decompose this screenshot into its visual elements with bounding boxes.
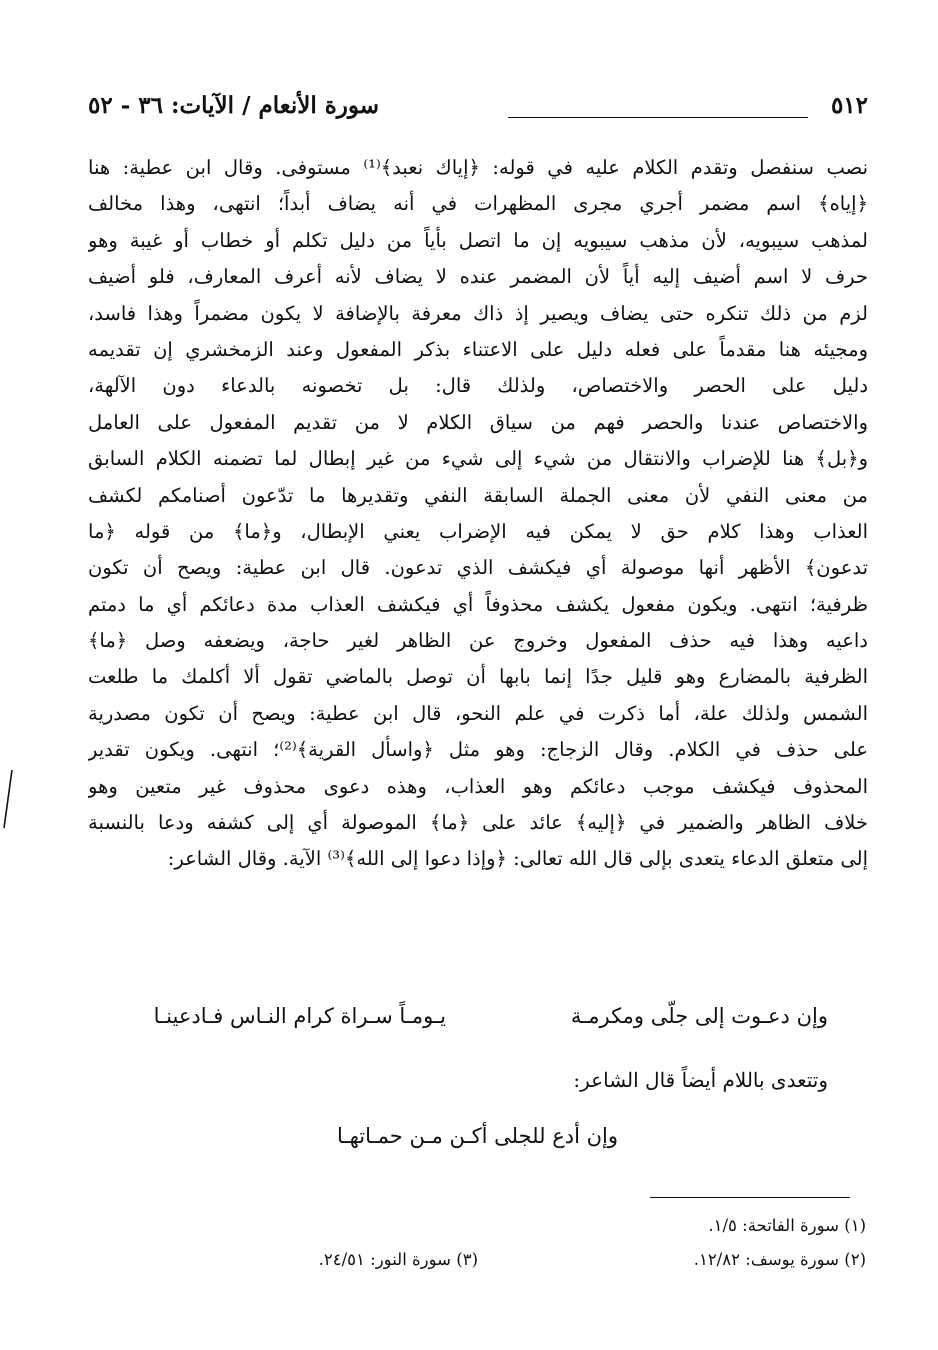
body-line: من معنى النفي لأن معنى الجملة السابقة النفي وتقديرها ما تدّعون أصنامكم لكشف <box>88 483 868 507</box>
verse-hemistich-second: يـومـاً سـراة كرام النـاس فـادعينـا <box>153 1004 446 1028</box>
verse-hemistich-first: وإن دعـوت إلى جلّى ومكرمـة <box>570 1004 828 1028</box>
footnote-3: (٣) سورة النور: ٢٤/٥١. <box>318 1250 478 1269</box>
body-line: والاختصاص عندنا والحصر فهم من سياق الكلام لا من تقديم المفعول على العامل <box>88 410 868 434</box>
body-line: و﴿بل﴾ هنا للإضراب والانتقال من شيء إلى شيء من غير إبطال لما تضمنه الكلام السابق <box>88 447 868 471</box>
body-line: الظرفية بالمضارع وهو قليل جدًا إنما بابها أن توصل بالماضي تقول ألا أكلمك ما طلعت <box>88 665 868 689</box>
body-line: الشمس ولذلك علة، أما ذكرت في علم النحو، قال ابن عطية: ويصح أن تكون مصدرية <box>88 701 868 725</box>
body-line: لمذهب سيبويه، لأن مذهب سيبويه إن ما اتصل بأياً من دليل تكلم أو خطاب أو غيبة وهو <box>88 228 868 252</box>
body-text <box>88 150 868 878</box>
verse-second: وإن أدع للجلى أكـن مـن حمـاتهـا <box>337 1124 618 1148</box>
body-line: داعيه وهذا فيه حذف المفعول وخروج عن الظاهر لغير حاجة، ويضعفه وصل ﴿ما﴾ <box>88 629 868 653</box>
body-line: ظرفية؛ انتهى. ويكون مفعول يكشف محذوفاً أي فيكشف العذاب مدة دعائكم أي ما دمتم <box>88 592 868 616</box>
footnote-2: (٢) سورة يوسف: ١٢/٨٢. <box>693 1250 866 1269</box>
body-line: لزم من ذلك تنكره حتى يضاف ويصير إذ ذاك معرفة بالإضافة لا يكون مضمراً وهذا فاسد، <box>88 301 868 325</box>
body-line: حرف لا اسم أضيف إليه أياً لأن المضمر عنده لا يضاف لأنه أعرف المعارف، فلو أضيف <box>88 265 868 289</box>
margin-pen-mark <box>2 768 14 830</box>
body-line: دليل على الحصر والاختصاص، ولذلك قال: بل تخصونه بالدعاء دون الآلهة، <box>88 374 868 398</box>
page-number: ٥١٢ <box>830 92 868 119</box>
body-line: نصب سنفصل وتقدم الكلام عليه في قوله: ﴿إياك نعبد﴾⁽¹⁾ مستوفى. وقال ابن عطية: هنا <box>88 156 868 179</box>
body-line: ومجيئه هنا مقدماً على فعله دليل على الاعتناء بذكر المفعول وعند الزمخشري إن تقديمه <box>88 337 868 361</box>
page-header <box>88 92 868 128</box>
body-line: العذاب وهذا كلام حق لا يمكن فيه الإضراب يعني الإبطال، و﴿ما﴾ من قوله ﴿ما <box>88 519 868 543</box>
body-line: على حذف في الكلام. وقال الزجاج: وهو مثل ﴿واسأل القرية﴾⁽²⁾؛ انتهى. ويكون تقدير <box>88 738 868 762</box>
header-rule <box>508 117 808 118</box>
footnote-separator <box>650 1197 850 1198</box>
body-line: خلاف الظاهر والضمير في ﴿إليه﴾ عائد على ﴿ما﴾ الموصولة أي إلى كشفه ودعا بالنسبة <box>88 811 868 835</box>
body-line: إلى متعلق الدعاء يتعدى بإلى قال الله تعالى: ﴿وإذا دعوا إلى الله﴾⁽³⁾ الآية. وقال الشاعر: <box>167 847 868 871</box>
footnote-1: (١) سورة الفاتحة: ١/٥. <box>708 1216 866 1235</box>
body-line: ﴿إياه﴾ اسم مضمر أجري مجرى المظهرات في أنه يضاف أبداً؛ انتهى، وهذا مخالف <box>88 192 868 216</box>
running-title: سورة الأنعام / الآيات: ٣٦ - ٥٢ <box>88 92 380 119</box>
body-line: تدعون﴾ الأظهر أنها موصولة أي فيكشف الذي تدعون. قال ابن عطية: ويصح أن تكون <box>88 556 868 580</box>
transition-line: وتتعدى باللام أيضاً قال الشاعر: <box>573 1068 828 1092</box>
body-line: المحذوف فيكشف موجب دعائكم وهو العذاب، وهذه دعوى محذوف غير متعين وهو <box>88 774 868 798</box>
